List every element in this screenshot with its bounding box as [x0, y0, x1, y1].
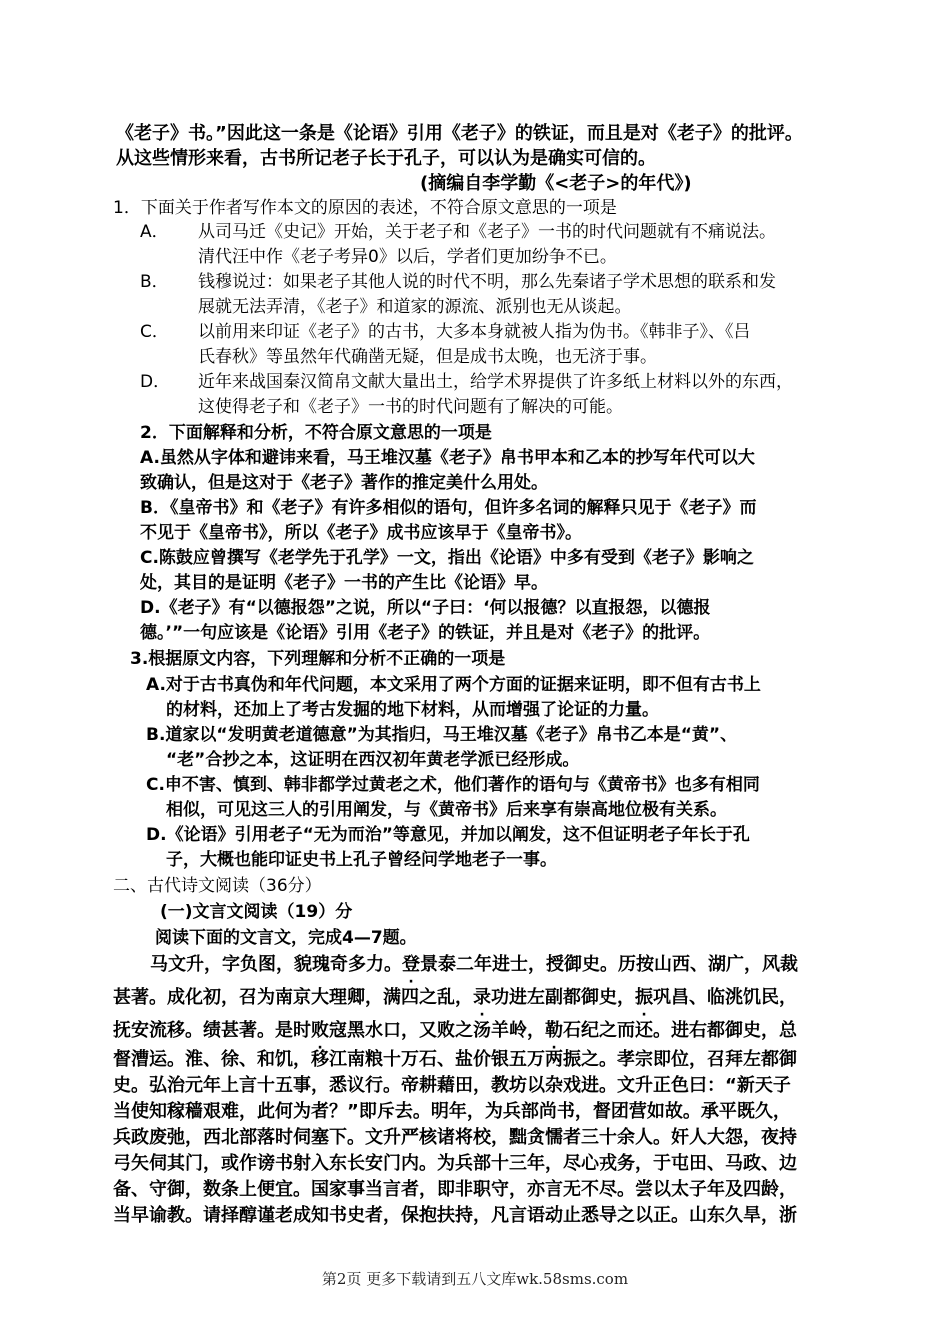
- q1-option-a-label: A．: [140, 222, 169, 242]
- q2-option-a-line2: 致确认，但是这对于《老子》著作的推定美什么用处。: [140, 473, 548, 493]
- dotted-char: 勒: [545, 1020, 563, 1041]
- dotted-char: 登: [402, 954, 420, 975]
- classical-line-2-a: 甚著。成化初，召为南京大理卿，满四之乱，: [113, 987, 473, 1008]
- q1-option-a-line1: 从司马迁《史记》开始，关于老子和《老子》一书的时代问题就有不痛说法。: [198, 222, 776, 242]
- page-footer: 第2页 更多下载请到五八文库wk.58sms.com: [321, 1270, 629, 1288]
- classical-line-1-a: 马文升，字负图，貌瑰奇多力。: [150, 954, 402, 975]
- classical-line-2-c: 功进左副都御史，: [491, 987, 635, 1008]
- q2-option-b-line1: B．《皇帝书》和《老子》有许多相似的语句，但许多名词的解释只见于《老子》而: [140, 498, 757, 518]
- classical-line-3-e: 石纪之而还。进右都御史，总: [563, 1020, 797, 1041]
- classical-line-8: 弓矢伺其门，或作谤书射入东长安门内。为兵部十三年，尽心戎务，于屯田、马政、边: [113, 1153, 797, 1174]
- q2-stem: 2．下面解释和分析，不符合原文意思的一项是: [140, 423, 492, 443]
- q1-stem: 1．下面关于作者写作本文的原因的表述，不符合原文意思的一项是: [113, 198, 617, 218]
- classical-line-4: 督漕运。淮、徐、和饥，移江南粮十万石、盐价银五万两振之。孝宗即位，召拜左都御: [113, 1049, 797, 1070]
- q3-stem: 3.根据原文内容，下列理解和分析不正确的一项是: [130, 649, 506, 669]
- q3-option-a-line1: A.对于古书真伪和年代问题，本文采用了两个方面的证据来证明，即不但有古书上: [146, 675, 761, 695]
- q3-option-a-line2: 的材料，还加上了考古发掘的地下材料，从而增强了论证的力量。: [166, 700, 659, 720]
- q1-option-d-label: D．: [140, 372, 171, 392]
- classical-line-1-c: 景泰二年进士，授御史。历按山西、湖广，风裁: [420, 954, 798, 975]
- dotted-char: 振: [635, 987, 653, 1008]
- classical-line-5: 史。弘治元年上言十五事，悉议行。帝耕藉田，教坊以杂戏进。文升正色曰：“新天子: [113, 1075, 791, 1096]
- dotted-char: 败: [311, 1020, 329, 1041]
- q2-option-c-line1: C.陈鼓应曾撰写《老学先于孔学》一文，指出《论语》中多有受到《老子》影响之: [140, 548, 754, 568]
- q1-option-c-line1: 以前用来印证《老子》的古书，大多本身就被人指为伪书。《韩非子》、《吕: [198, 322, 751, 342]
- classical-line-3-a: 抚安流移。绩甚著。是时: [113, 1020, 311, 1041]
- q3-option-d-line2: 子，大概也能印证史书上孔子曾经问学地老子一事。: [166, 850, 557, 870]
- q3-option-d-line1: D.《论语》引用老子“无为而治”等意见，并加以阐发，这不但证明老子年长于孔: [146, 825, 750, 845]
- q3-option-c-line2: 相似，可见这三人的引用阐发，与《黄帝书》后来享有崇高地位极有关系。: [166, 800, 727, 820]
- intro-line-1: 《老子》书。”因此这一条是《论语》引用《老子》的铁证，而且是对《老子》的批评。: [116, 123, 803, 144]
- q2-option-d-line1: D.《老子》有“以德报怨”之说，所以“子曰：‘何以报德？以直报怨，以德报: [140, 598, 711, 618]
- section-2-instruction: 阅读下面的文言文，完成4—7题。: [155, 928, 417, 948]
- q1-option-b-line2: 展就无法弄清，《老子》和道家的源流、派别也无从谈起。: [198, 297, 632, 317]
- q2-option-b-line2: 不见于《皇帝书》，所以《老子》成书应该早于《皇帝书》。: [140, 523, 582, 543]
- intro-line-2: 从这些情形来看，古书所记老子长于孔子，可以认为是确实可信的。: [116, 148, 656, 169]
- q1-option-b-label: B．: [140, 272, 169, 292]
- source-citation: (摘编自李学勤《<老子>的年代》): [420, 173, 692, 194]
- q1-option-d-line2: 这使得老子和《老子》一书的时代问题有了解决的可能。: [198, 397, 623, 417]
- q1-option-c-line2: 氏春秋》等虽然年代确凿无疑，但是成书太晚，也无济于事。: [198, 347, 657, 367]
- q3-option-b-line2: “老”合抄之本，这证明在西汉初年黄老学派已经形成。: [166, 750, 580, 770]
- section-2-subtitle: (一)文言文阅读（19）分: [160, 902, 353, 922]
- classical-line-3-c: 寇黑水口，又败之汤羊岭，: [329, 1020, 545, 1041]
- q3-option-c-line1: C.申不害、慎到、韩非都学过黄老之术，他们著作的语句与《黄帝书》也多有相同: [146, 775, 760, 795]
- q1-option-a-line2: 清代汪中作《老子考异0》以后，学者们更加纷争不已。: [198, 247, 617, 267]
- dotted-char: 录: [473, 987, 491, 1008]
- classical-line-6: 当使知稼穑艰难，此何为者？”即斥去。明年，为兵部尚书，督团营如故。承平既久，: [113, 1101, 791, 1122]
- classical-line-10: 当早谕教。请择醇谨老成知书史者，保抱扶持，凡言语动止悉导之以正。山东久旱，浙: [113, 1205, 797, 1226]
- classical-line-2-e: 巩昌、临洮饥民，: [653, 987, 797, 1008]
- q3-option-b-line1: B.道家以“发明黄老道德意”为其指归，马王堆汉墓《老子》帛书乙本是“黄”、: [146, 725, 738, 745]
- classical-line-7: 兵政废弛，西北部落时伺塞下。文升严核诸将校，黜贪懦者三十余人。奸人大怨，夜持: [113, 1127, 797, 1148]
- classical-line-9: 备、守御，数条上便宜。国家事当言者，即非职守，亦言无不尽。尝以太子年及四龄，: [113, 1179, 797, 1200]
- q2-option-d-line2: 德。’”一句应该是《论语》引用《老子》的铁证，并且是对《老子》的批评。: [140, 623, 711, 643]
- section-2-title: 二、古代诗文阅读（36分）: [113, 876, 322, 896]
- classical-line-1: [150, 952, 798, 977]
- classical-line-3: [113, 1018, 797, 1043]
- q1-option-d-line1: 近年来战国秦汉简帛文献大量出土，给学术界提供了许多纸上材料以外的东西，: [198, 372, 793, 392]
- q1-option-c-label: C．: [140, 322, 169, 342]
- q1-option-b-line1: 钱穆说过：如果老子其他人说的时代不明，那么先秦诸子学术思想的联系和发: [198, 272, 776, 292]
- q2-option-a-line1: A.虽然从字体和避讳来看，马王堆汉墓《老子》帛书甲本和乙本的抄写年代可以大: [140, 448, 755, 468]
- q2-option-c-line2: 处，其目的是证明《老子》一书的产生比《论语》早。: [140, 573, 548, 593]
- classical-line-2: [113, 985, 797, 1010]
